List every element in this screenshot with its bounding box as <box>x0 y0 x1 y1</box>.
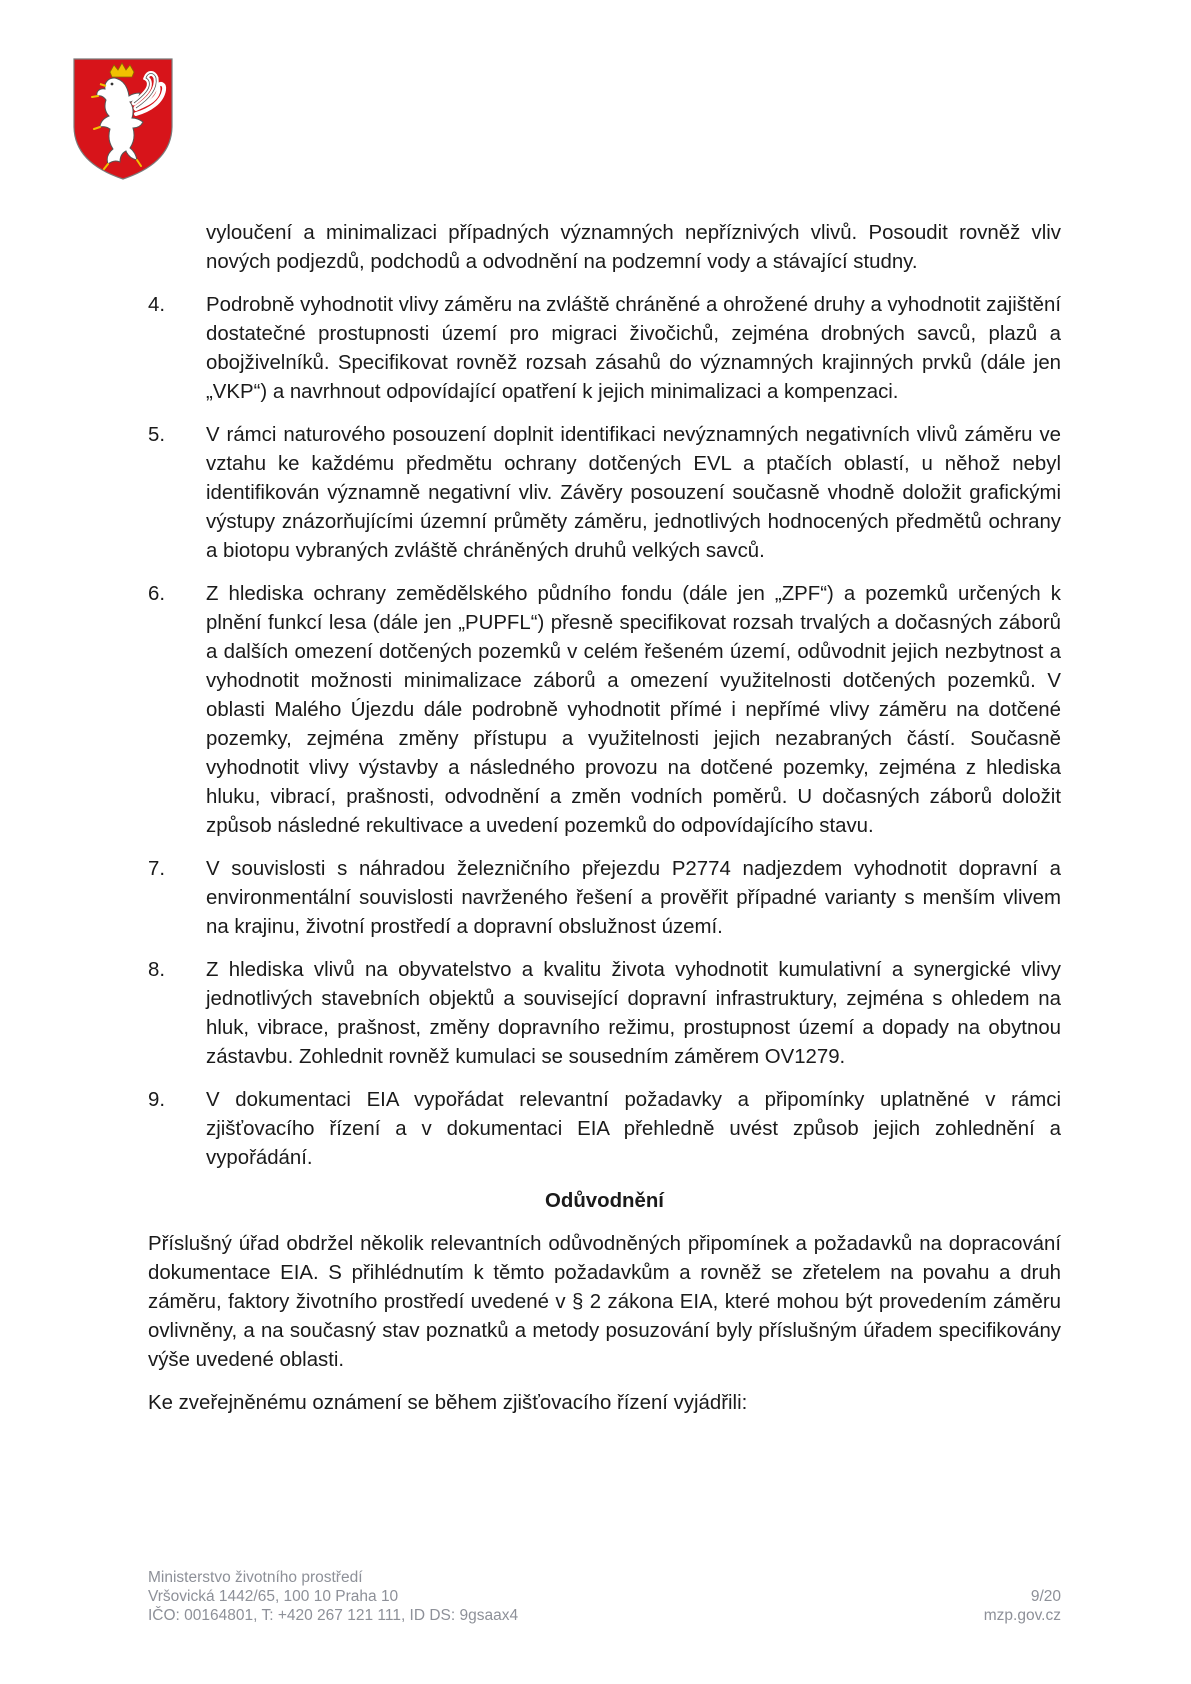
list-item <box>148 291 1061 407</box>
list-item <box>148 956 1061 1072</box>
item-number: 8. <box>148 959 166 981</box>
item-number: 4. <box>148 294 166 316</box>
continuation-paragraph: vyloučení a minimalizaci případných významných nepříznivých vlivů. Posoudit rovněž vliv nových podjezdů, podchodů a odvodnění na podzemní vody a stávající studny. <box>206 222 1061 273</box>
footer-right <box>984 1587 1061 1625</box>
coat-of-arms-icon <box>70 56 176 182</box>
document-body <box>148 219 1061 1432</box>
item-text: V rámci naturového posouzení doplnit identifikaci nevýznamných negativních vlivů záměru ve vztahu ke každému předmětu ochrany dotčených EVL a ptačích oblastí, u něhož nebyl identifikován významně negativní vliv. Závěry posouzení současně vhodně doložit grafickými výstupy znázorňujícími územní průměty záměru, jednotlivých hodnocených předmětů ochrany a biotopu vybraných zvláště chráněných druhů velkých savců. <box>206 424 1061 562</box>
footer-contact: IČO: 00164801, T: +420 267 121 111, ID DS: 9gsaax4 <box>148 1607 519 1624</box>
item-text: Z hlediska vlivů na obyvatelstvo a kvalitu života vyhodnotit kumulativní a synergické vlivy jednotlivých stavebních objektů a související dopravní infrastruktury, zejména s ohledem na hluk, vibrace, prašnost, změny dopravního režimu, prostupnost území a dopady na obytnou zástavbu. Zohlednit rovněž kumulaci se sousedním záměrem OV1279. <box>206 959 1061 1068</box>
justification-paragraph: Příslušný úřad obdržel několik relevantních odůvodněných připomínek a požadavků na dopracování dokumentace EIA. S přihlédnutím k těmto požadavkům a rovněž se zřetelem na povahu a druh záměru, faktory životního prostředí uvedené v § 2 zákona EIA, které mohou být provedením záměru ovlivněny, a na současný stav poznatků a metody posuzování byly příslušným úřadem specifikovány výše uvedené oblasti. <box>148 1233 1061 1371</box>
footer-street: Vršovická 1442/65, 100 10 Praha 10 <box>148 1588 399 1605</box>
item-text: Podrobně vyhodnotit vlivy záměru na zvláště chráněné a ohrožené druhy a vyhodnotit zajištění dostatečné prostupnosti území pro migraci živočichů, zejména drobných savců, plazů a obojživelníků. Specifikovat rovněž rozsah zásahů do významných krajinných prvků (dále jen „VKP“) a navrhnout odpovídající opatření k jejich minimalizaci a kompenzaci. <box>206 294 1061 403</box>
footer-ministry: Ministerstvo životního prostředí <box>148 1569 363 1586</box>
footer-website: mzp.gov.cz <box>983 1607 1061 1624</box>
item-number: 9. <box>148 1089 166 1111</box>
item-number: 5. <box>148 424 166 446</box>
list-item <box>148 855 1061 942</box>
item-text: V dokumentaci EIA vypořádat relevantní požadavky a připomínky uplatněné v rámci zjišťovacího řízení a v dokumentaci EIA přehledně uvést způsob jejich zohlednění a vypořádání. <box>206 1089 1061 1169</box>
list-item <box>148 421 1061 566</box>
footer-address <box>148 1568 748 1625</box>
page-number: 9/20 <box>1030 1588 1061 1605</box>
section-heading: Odůvodnění <box>545 1190 664 1212</box>
comments-intro-paragraph: Ke zveřejněnému oznámení se během zjišťovacího řízení vyjádřili: <box>148 1392 748 1414</box>
item-number: 6. <box>148 583 166 605</box>
item-text: Z hlediska ochrany zemědělského půdního fondu (dále jen „ZPF“) a pozemků určených k plnění funkcí lesa (dále jen „PUPFL“) přesně specifikovat rozsah trvalých a dočasných záborů a dalších omezení dotčených pozemků v celém řešeném území, odůvodnit jejich nezbytnost a vyhodnotit možnosti minimalizace záborů a omezení využitelnosti dotčených pozemků. V oblasti Malého Újezdu dále podrobně vyhodnotit přímé i nepřímé vlivy záměru na dotčené pozemky, zejména změny přístupu a využitelnosti jejich nezabraných částí. Současně vyhodnotit vlivy výstavby a následného provozu na dotčené pozemky, zejména z hlediska hluku, vibrací, prašnosti, odvodnění a změn vodních poměrů. U dočasných záborů doložit způsob následné rekultivace a uvedení pozemků do odpovídajícího stavu. <box>206 583 1061 837</box>
list-item <box>148 1086 1061 1173</box>
item-text: V souvislosti s náhradou železničního přejezdu P2774 nadjezdem vyhodnotit dopravní a environmentální souvislosti navrženého řešení a prověřit případné varianty s menším vlivem na krajinu, životní prostředí a dopravní obslužnost území. <box>206 858 1061 938</box>
item-number: 7. <box>148 858 166 880</box>
list-item <box>148 580 1061 841</box>
